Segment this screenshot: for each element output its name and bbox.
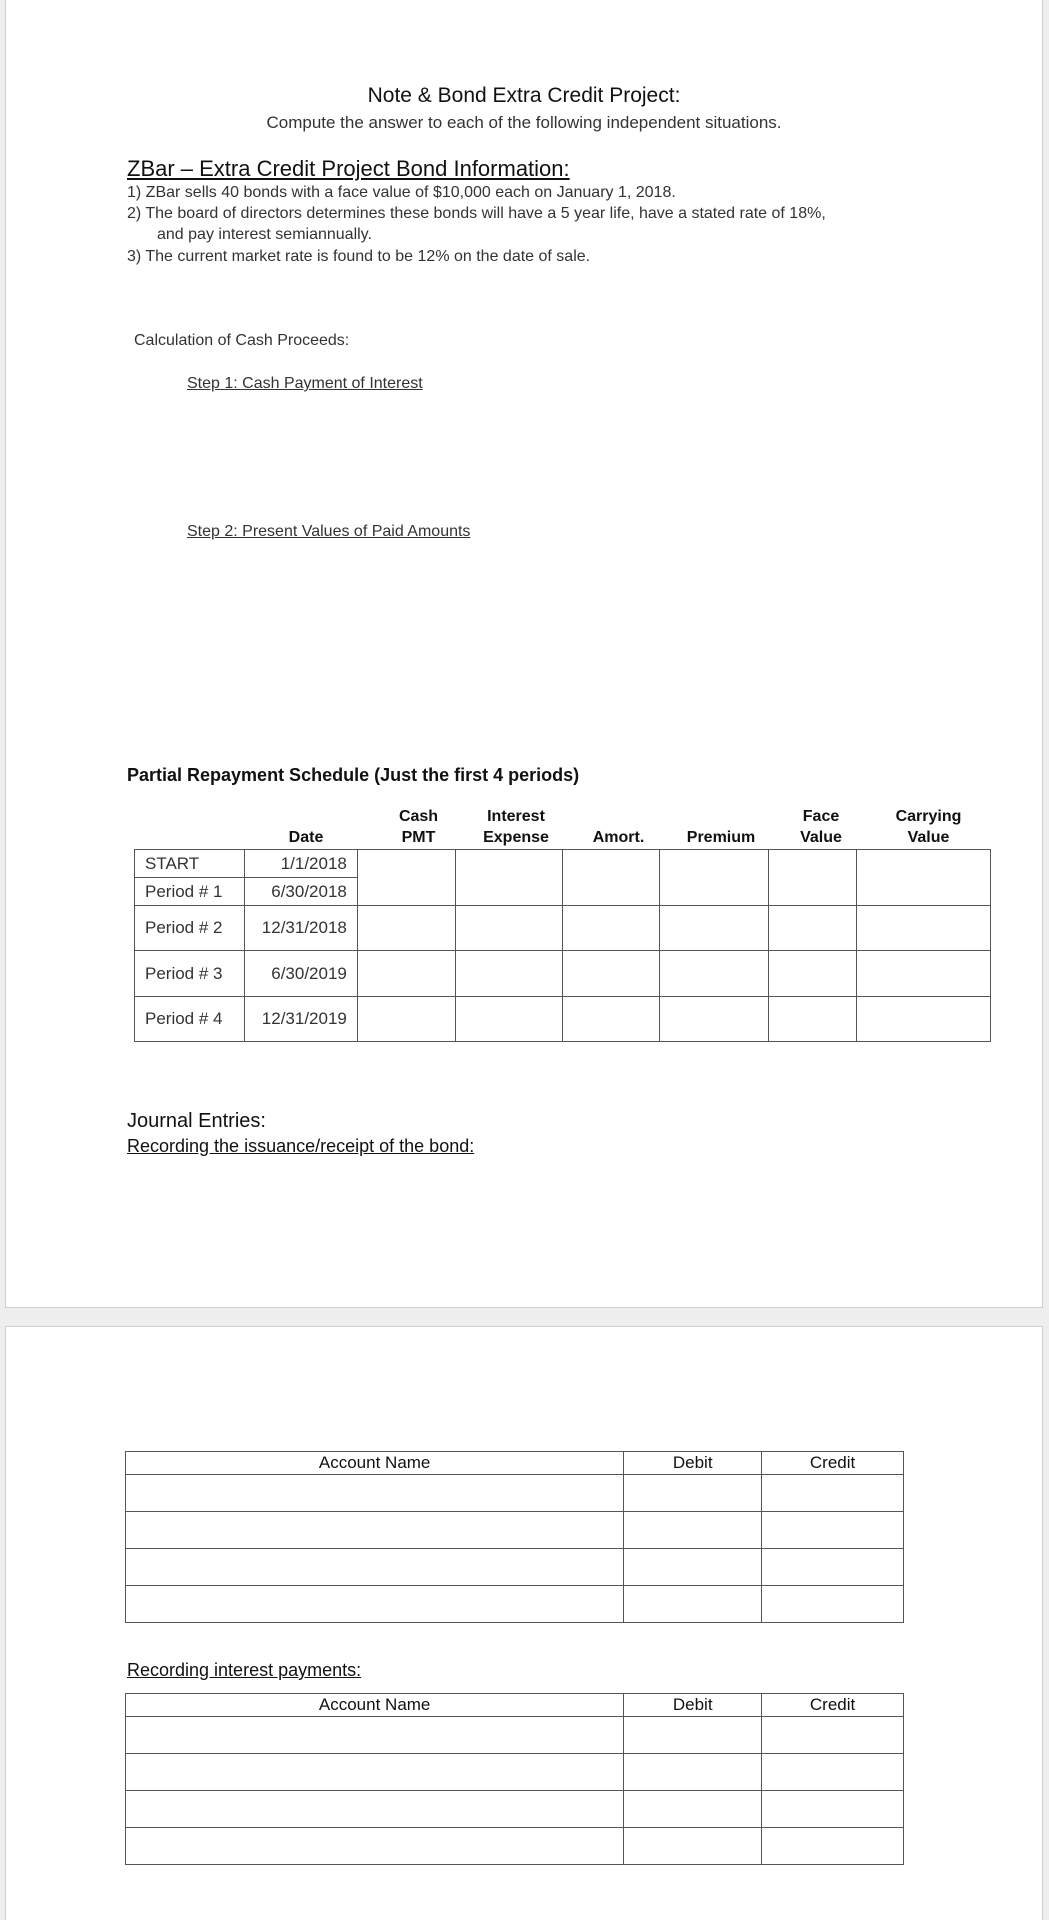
row-label: START xyxy=(135,850,245,878)
bond-info-item-3: 3) The current market rate is found to be 12% on the date of sale. xyxy=(127,248,591,265)
bond-info-item-2-cont: and pay interest semiannually. xyxy=(157,226,372,243)
document-title: Note & Bond Extra Credit Project: xyxy=(367,84,681,107)
bond-info-item-1: 1) ZBar sells 40 bonds with a face value of $10,000 each on January 1, 2018. xyxy=(127,184,676,201)
cell-carrying-value[interactable] xyxy=(857,997,991,1042)
journal-row xyxy=(126,1586,904,1623)
col-head-amort: Amort. xyxy=(592,829,645,846)
row-label: Period # 4 xyxy=(135,997,245,1042)
cell-carrying-value[interactable] xyxy=(857,850,991,906)
schedule-heading: Partial Repayment Schedule (Just the first 4 periods) xyxy=(127,765,580,785)
account-name-cell[interactable] xyxy=(126,1828,624,1865)
interest-journal-table xyxy=(125,1693,904,1865)
step-2-label: Step 2: Present Values of Paid Amounts xyxy=(187,523,471,540)
col-head-interest-expense: Interest Expense xyxy=(483,808,549,846)
document-subtitle: Compute the answer to each of the following independent situations. xyxy=(266,113,782,132)
cell-face-value[interactable] xyxy=(769,997,857,1042)
journal-row xyxy=(126,1512,904,1549)
credit-cell[interactable] xyxy=(762,1754,904,1791)
cell-cash-pmt[interactable] xyxy=(357,906,455,951)
debit-cell[interactable] xyxy=(624,1754,762,1791)
cell-interest-expense[interactable] xyxy=(455,951,562,997)
col-head-carrying-value: Carrying Value xyxy=(895,808,962,846)
bond-info-item-2: 2) The board of directors determines these bonds will have a 5 year life, have a stated rate of 18%, xyxy=(127,205,826,222)
repayment-schedule-table xyxy=(134,849,991,1042)
bond-info-heading: ZBar – Extra Credit Project Bond Information: xyxy=(127,156,570,181)
document-page-1 xyxy=(5,0,1043,1308)
credit-cell[interactable] xyxy=(762,1549,904,1586)
credit-cell[interactable] xyxy=(762,1828,904,1865)
cell-interest-expense[interactable] xyxy=(455,906,562,951)
schedule-row-period-4 xyxy=(135,997,991,1042)
account-name-header: Account Name xyxy=(126,1694,624,1717)
col-head-premium: Premium xyxy=(686,829,756,846)
debit-cell[interactable] xyxy=(624,1475,762,1512)
account-name-cell[interactable] xyxy=(126,1791,624,1828)
interest-payments-heading: Recording interest payments: xyxy=(127,1660,362,1680)
debit-cell[interactable] xyxy=(624,1828,762,1865)
credit-cell[interactable] xyxy=(762,1717,904,1754)
debit-cell[interactable] xyxy=(624,1586,762,1623)
cash-proceeds-heading: Calculation of Cash Proceeds: xyxy=(134,332,350,349)
cell-amort[interactable] xyxy=(562,850,660,906)
row-date: 6/30/2018 xyxy=(244,878,357,906)
schedule-row-period-2 xyxy=(135,906,991,951)
cell-premium[interactable] xyxy=(660,997,769,1042)
cell-cash-pmt[interactable] xyxy=(357,850,455,906)
journal-row xyxy=(126,1475,904,1512)
account-name-cell[interactable] xyxy=(126,1475,624,1512)
col-head-cash-pmt: Cash PMT xyxy=(398,808,439,846)
debit-cell[interactable] xyxy=(624,1512,762,1549)
credit-cell[interactable] xyxy=(762,1791,904,1828)
cell-premium[interactable] xyxy=(660,951,769,997)
row-date: 12/31/2019 xyxy=(244,997,357,1042)
account-name-cell[interactable] xyxy=(126,1754,624,1791)
cell-premium[interactable] xyxy=(660,906,769,951)
schedule-row-period-3 xyxy=(135,951,991,997)
col-head-face-value: Face Value xyxy=(800,808,842,846)
credit-header: Credit xyxy=(762,1694,904,1717)
cell-interest-expense[interactable] xyxy=(455,850,562,906)
row-date: 1/1/2018 xyxy=(244,850,357,878)
account-name-cell[interactable] xyxy=(126,1549,624,1586)
cell-face-value[interactable] xyxy=(769,951,857,997)
account-name-header: Account Name xyxy=(126,1452,624,1475)
debit-cell[interactable] xyxy=(624,1791,762,1828)
account-name-cell[interactable] xyxy=(126,1717,624,1754)
credit-cell[interactable] xyxy=(762,1512,904,1549)
cell-amort[interactable] xyxy=(562,951,660,997)
cell-carrying-value[interactable] xyxy=(857,951,991,997)
debit-header: Debit xyxy=(624,1694,762,1717)
document-page-2 xyxy=(5,1326,1043,1920)
issuance-journal-table xyxy=(125,1451,904,1623)
journal-entries-heading: Journal Entries: xyxy=(127,1110,266,1132)
row-label: Period # 2 xyxy=(135,906,245,951)
row-date: 12/31/2018 xyxy=(244,906,357,951)
cell-amort[interactable] xyxy=(562,997,660,1042)
cell-face-value[interactable] xyxy=(769,906,857,951)
credit-header: Credit xyxy=(762,1452,904,1475)
journal-row xyxy=(126,1791,904,1828)
cell-cash-pmt[interactable] xyxy=(357,997,455,1042)
journal-row xyxy=(126,1828,904,1865)
debit-cell[interactable] xyxy=(624,1717,762,1754)
debit-cell[interactable] xyxy=(624,1549,762,1586)
journal-row xyxy=(126,1549,904,1586)
debit-header: Debit xyxy=(624,1452,762,1475)
issuance-heading: Recording the issuance/receipt of the bond: xyxy=(127,1136,475,1156)
cell-cash-pmt[interactable] xyxy=(357,951,455,997)
cell-premium[interactable] xyxy=(660,850,769,906)
credit-cell[interactable] xyxy=(762,1475,904,1512)
schedule-row-start xyxy=(135,850,991,878)
cell-interest-expense[interactable] xyxy=(455,997,562,1042)
account-name-cell[interactable] xyxy=(126,1512,624,1549)
cell-carrying-value[interactable] xyxy=(857,906,991,951)
journal-row xyxy=(126,1754,904,1791)
step-1-label: Step 1: Cash Payment of Interest xyxy=(187,375,423,392)
account-name-cell[interactable] xyxy=(126,1586,624,1623)
row-label: Period # 1 xyxy=(135,878,245,906)
journal-row xyxy=(126,1717,904,1754)
credit-cell[interactable] xyxy=(762,1586,904,1623)
cell-amort[interactable] xyxy=(562,906,660,951)
cell-face-value[interactable] xyxy=(769,850,857,906)
col-head-date: Date xyxy=(288,829,324,846)
row-label: Period # 3 xyxy=(135,951,245,997)
row-date: 6/30/2019 xyxy=(244,951,357,997)
